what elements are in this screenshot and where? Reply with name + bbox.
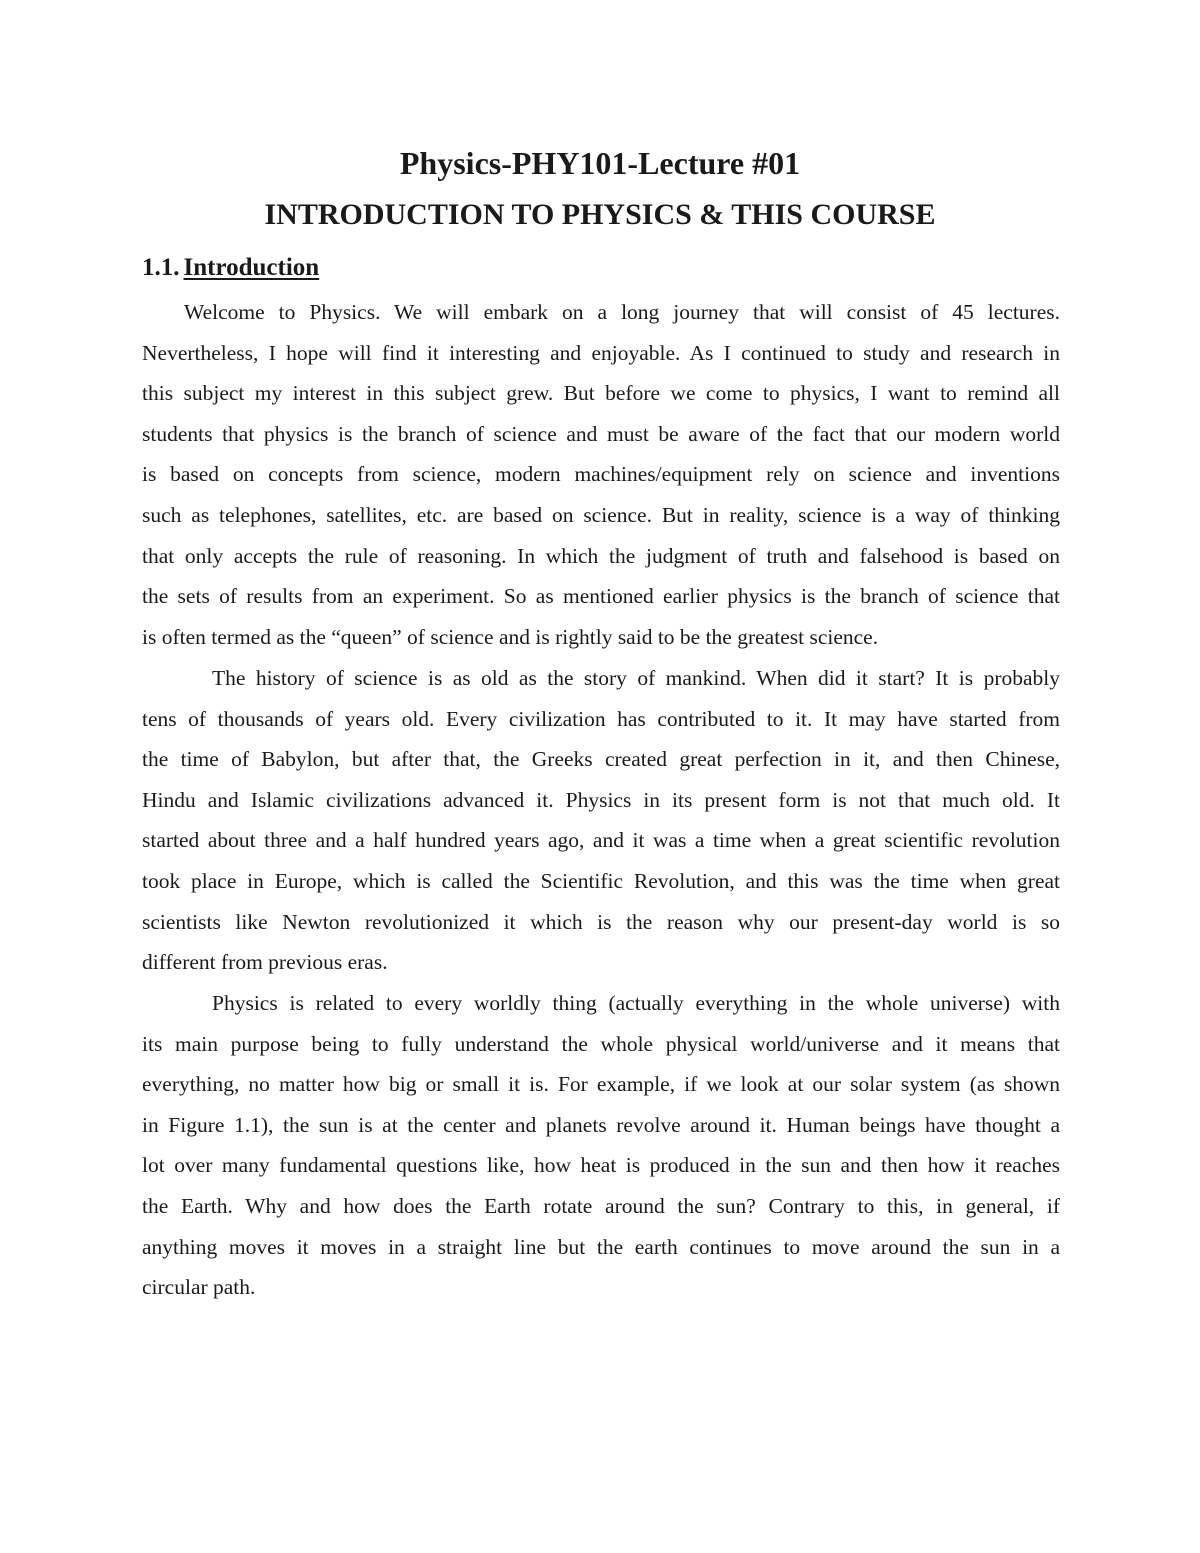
section-heading — [142, 252, 319, 284]
paragraph-line: anything moves it moves in a straight line but the earth continues to move around the sun in a — [142, 1234, 1060, 1259]
paragraph-line: Hindu and Islamic civilizations advanced it. Physics in its present form is not that much old. It — [142, 787, 1060, 812]
lecture-subtitle: INTRODUCTION TO PHYSICS & THIS COURSE — [264, 198, 936, 231]
paragraph-line: students that physics is the branch of science and must be aware of the fact that our modern world — [142, 421, 1060, 446]
paragraph-line: tens of thousands of years old. Every civilization has contributed to it. It may have started from — [142, 706, 1060, 731]
paragraph-line: Nevertheless, I hope will find it interesting and enjoyable. As I continued to study and research in — [142, 340, 1060, 365]
paragraph-line: the time of Babylon, but after that, the Greeks created great perfection in it, and then Chinese, — [142, 747, 1060, 772]
paragraph-line: The history of science is as old as the story of mankind. When did it start? It is probably — [212, 666, 1060, 690]
paragraph-line: in Figure 1.1), the sun is at the center and planets revolve around it. Human beings have thought a — [142, 1112, 1060, 1137]
section-number: 1.1. — [142, 254, 180, 281]
paragraph-line: Welcome to Physics. We will embark on a long journey that will consist of 45 lectures. — [184, 300, 1060, 324]
paragraph-2 — [142, 658, 1060, 983]
paragraph-line: this subject my interest in this subject grew. But before we come to physics, I want to remind all — [142, 381, 1060, 406]
lecture-title: Physics-PHY101-Lecture #01 — [399, 145, 801, 181]
paragraph-line: took place in Europe, which is called the Scientific Revolution, and this was the time when great — [142, 868, 1060, 893]
paragraph-line: scientists like Newton revolutionized it which is the reason why our present-day world is so — [142, 909, 1060, 934]
paragraph-line: different from previous eras. — [142, 950, 388, 975]
paragraph-line: its main purpose being to fully understand the whole physical world/universe and it means that — [142, 1031, 1060, 1056]
paragraph-3 — [142, 983, 1060, 1308]
section-label: Introduction — [183, 254, 320, 281]
paragraph-line: is based on concepts from science, modern machines/equipment rely on science and inventions — [142, 462, 1060, 487]
paragraph-line: lot over many fundamental questions like, how heat is produced in the sun and then how it reaches — [142, 1153, 1060, 1178]
paragraph-line: everything, no matter how big or small it is. For example, if we look at our solar system (as shown — [142, 1072, 1060, 1097]
paragraph-line: the Earth. Why and how does the Earth rotate around the sun? Contrary to this, in general, if — [142, 1193, 1060, 1218]
paragraph-line: Physics is related to every worldly thing (actually everything in the whole universe) with — [212, 991, 1060, 1015]
paragraph-line: is often termed as the “queen” of science and is rightly said to be the greatest science. — [142, 624, 879, 649]
paragraph-line: circular path. — [142, 1275, 256, 1300]
paragraph-line: such as telephones, satellites, etc. are based on science. But in reality, science is a way of thinking — [142, 502, 1060, 527]
paragraph-line: started about three and a half hundred years ago, and it was a time when a great scientific revolution — [142, 828, 1060, 853]
paragraph-line: that only accepts the rule of reasoning. In which the judgment of truth and falsehood is based on — [142, 543, 1060, 568]
paragraph-1 — [142, 292, 1060, 657]
paragraph-line: the sets of results from an experiment. So as mentioned earlier physics is the branch of science that — [142, 584, 1060, 609]
